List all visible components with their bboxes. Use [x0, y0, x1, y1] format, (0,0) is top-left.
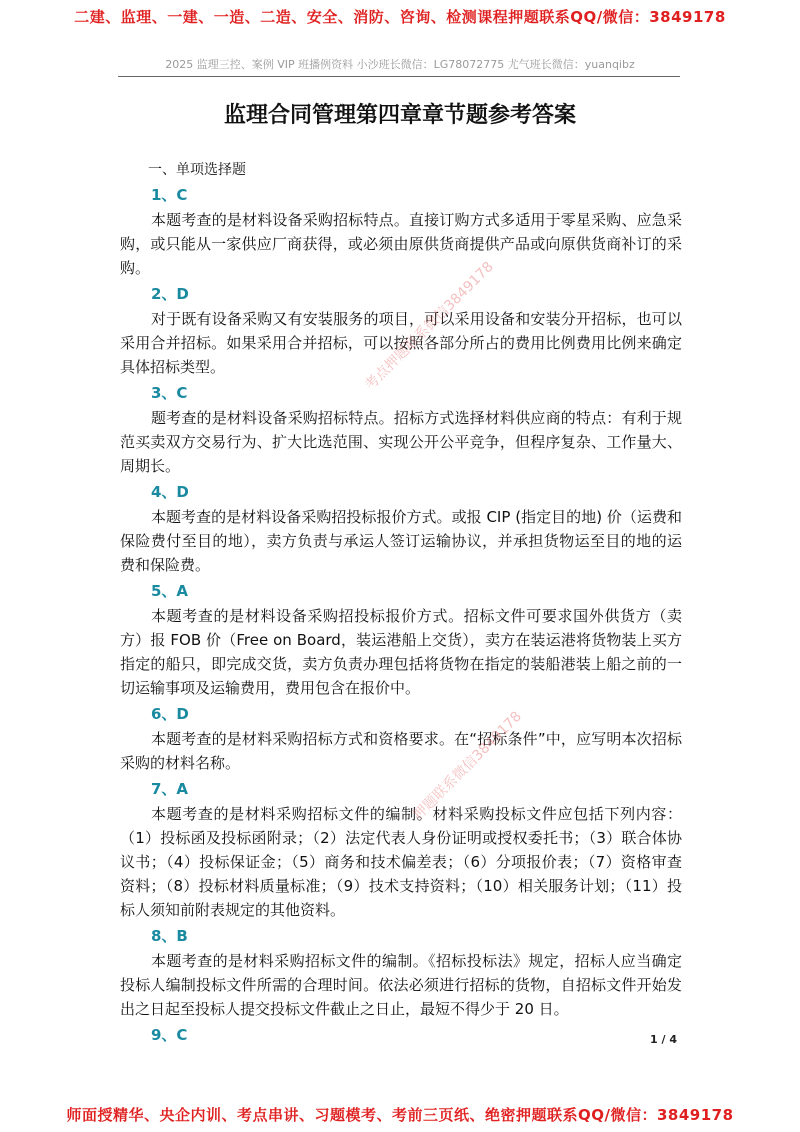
question-explanation: 本题考查的是材料采购招标文件的编制。《招标投标法》规定，招标人应当确定投标人编制投标文件所需的合理时间。依法必须进行招标的货物，自招标文件开始发出之日起至投标人提交投标文件截止之日止，最短不得少于 20 日。: [120, 952, 682, 1018]
answer-list: [120, 158, 682, 1048]
question-number: 8、B: [151, 927, 188, 945]
header-divider: [118, 76, 680, 77]
question-number: 5、A: [151, 582, 189, 600]
header-note: 2025 监理三控、案例 VIP 班播例资料 小沙班长微信：LG78072775 尤气班长微信：yuanqibz: [165, 58, 635, 71]
watermark-text: 考点押题联系微信3849178: [362, 258, 497, 394]
question-explanation: 对于既有设备采购又有安装服务的项目，可以采用设备和安装分开招标，也可以采用合并招标。如果采用合并招标，可以按照各部分所占的费用比例费用比例来确定具体招标类型。: [120, 310, 682, 376]
section-title: 一、单项选择题: [148, 162, 246, 178]
question-number: 2、D: [151, 285, 189, 303]
question-explanation: 本题考查的是材料采购招标文件的编制。材料采购投标文件应包括下列内容：（1）投标函及投标函附录；（2）法定代表人身份证明或授权委托书；（3）联合体协议书；（4）投标保证金；（5）商务和技术偏差表；（6）分项报价表；（7）资格审查资料；（8）投标材料质量标准；（9）技术支持资料；（10）相关服务计划；（11）投标人须知前附表规定的其他资料。: [120, 805, 682, 919]
question-explanation: 本题考查的是材料设备采购招标特点。直接订购方式多适用于零星采购、应急采购，或只能从一家供应厂商获得，或必须由原供货商提供产品或向原供货商补订的采购。: [120, 211, 682, 277]
promo-banner-bottom: 师面授精华、央企内训、考点串讲、习题模考、考前三页纸、绝密押题联系QQ/微信：3849178: [66, 1106, 734, 1124]
question-explanation: 本题考查的是材料设备采购招投标报价方式。招标文件可要求国外供货方（卖方）报 FOB 价（Free on Board，装运港船上交货），卖方在装运港将货物装上买方指定的船只，即完成交货，卖方负责办理包括将货物在指定的装船港装上船之前的一切运输事项及运输费用，费用包含在报价中。: [120, 607, 682, 697]
document-title: 监理合同管理第四章章节题参考答案: [223, 103, 576, 128]
question-number: 3、C: [151, 384, 188, 402]
question-explanation: 题考查的是材料设备采购招标特点。招标方式选择材料供应商的特点：有利于规范买卖双方交易行为、扩大比选范围、实现公开公平竞争，但程序复杂、工作量大、周期长。: [120, 409, 682, 475]
question-number: 1、C: [151, 186, 188, 204]
question-explanation: 本题考查的是材料设备采购招投标报价方式。或报 CIP (指定目的地) 价（运费和保险费付至目的地），卖方负责与承运人签订运输协议，并承担货物运至目的地的运费和保险费。: [120, 508, 682, 574]
watermark-text: 押题联系微信3849178: [410, 708, 525, 824]
question-number: 9、C: [151, 1026, 188, 1044]
question-number: 6、D: [151, 705, 189, 723]
promo-banner-top: 二建、监理、一建、一造、二造、安全、消防、咨询、检测课程押题联系QQ/微信：3849178: [74, 8, 726, 26]
question-number: 7、A: [151, 780, 189, 798]
page-number: 1 / 4: [650, 1033, 677, 1046]
question-explanation: 本题考查的是材料采购招标方式和资格要求。在“招标条件”中，应写明本次招标采购的材料名称。: [120, 730, 682, 772]
question-number: 4、D: [151, 483, 189, 501]
